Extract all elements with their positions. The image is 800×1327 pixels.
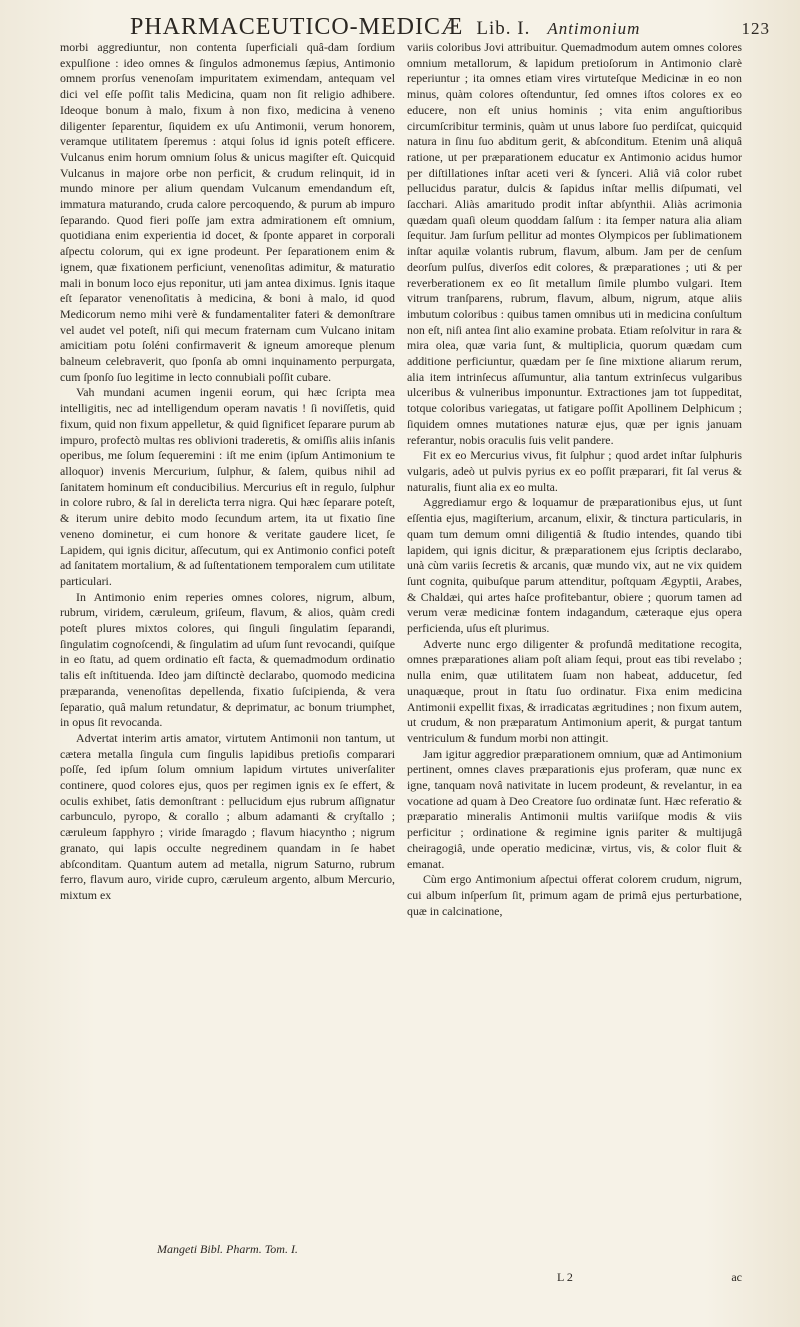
- book-number: Lib. I.: [476, 18, 531, 39]
- paragraph: Jam igitur aggredior præparationem omnium, quæ ad Antimonium pertinent, omnes claves præparationis ejus proferam, quæ nunc ex igne, tanquam novâ nativitate in lucem prodeunt, & revelantur, in ea vocatione ad quam à Deo Creatore ſuo ordinatæ ſunt. Hæc referatio & præparatio mineralis Antimonii multis variiſque modis & viis perficitur ; ordinatione & regimine ignis pariter & multijugâ cheiragogiâ, unde operatio medicinæ, virtus, vis, & color fluit & emanat.: [407, 746, 742, 871]
- signature-line: Mangeti Bibl. Pharm. Tom. I.: [157, 1242, 298, 1256]
- right-column: [407, 40, 742, 1290]
- paragraph: In Antimonio enim reperies omnes colores, nigrum, album, rubrum, viridem, cæruleum, griſeum, flavum, & alios, quàm credi poteſt plures mixtos colores, qui ſinguli ſingulatim ſeparandi, ſingulatim cognoſcendi, & ſingulatim ad uſum ſunt revocandi, quiſque in eo ſtatu, ad quem ordinatio eſt facta, & quemadmodum ordinatio talis eſt inſtituenda. Ideo jam diſtinctè declarabo, quomodo medicina præparanda, venenoſitas depellenda, fixatio ſuſcipienda, & vera ſeparatio, quâ malum retundatur, & deprimatur, ac bonum triumphet, in opus ſit revocanda.: [60, 589, 395, 730]
- paragraph: Cùm ergo Antimonium aſpectui offerat colorem crudum, nigrum, cui album inſperſum ſit, primum agam de primâ ejus perturbatione, quæ in calcinatione,: [407, 872, 742, 918]
- paragraph: Vah mundani acumen ingenii eorum, qui hæc ſcripta mea intelligitis, nec ad intelligendum operam navatis ! ſi noviſſetis, quid fixum, quid non fixum appelletur, & quid ſignificet ſeparare purum ab impuro, profectò multas res oblivioni traderetis, & omiſſis aliis inſanis operibus, me ſolum ſequeremini : iſt me enim (ipſum Antimonium te alloquor) invenis Mercurium, ſulphur, & ſalem, quibus nihil ad ſanitatem hominum eſt conducibilius. Mercurius eſt in regulo, ſulphur in colore rubro, & ſal in dereliƈta terra nigra. Qui hæc ſeparare poteſt, & iterum unire debito modo ſecundum artem, ita ut fixatio ſine veneno dominetur, ei cum honore & veritate gaudere licet, ſe Lapidem, qui ignis dicitur, aſſecutum, qui ex Antimonio confici poteſt ad ſanitatem mortalium, & ad ſuſtentationem temporalem cum utilitate particulari.: [60, 385, 395, 588]
- running-title: PHARMACEUTICO-MEDICÆ: [130, 14, 464, 40]
- paragraph: Fit ex eo Mercurius vivus, fit ſulphur ; quod ardet inſtar ſulphuris vulgaris, adeò ut pulvis pyrius ex eo poſſit præparari, fit ſal verus & naturalis, fiunt alia ex eo multa.: [407, 448, 742, 494]
- catchline: [407, 1270, 742, 1286]
- page-header: [130, 14, 770, 40]
- paragraph: morbi aggrediuntur, non contenta ſuperficiali quâ-dam ſordium expulſione : ideo omnes & ſingulos admonemus ſæpius, Antimonio omnem prorſus venenoſam impuritatem eximendam, antequam vel dici vel eſſe poſſit talis Medicina, quam non ſit religio adhibere. Ideoque bonum à malo, fixum à non fixo, medicina à veneno diligenter ſeparentur, ſiquidem ex uſu Antimonii, verum honorem, veramque utilitatem ſperemus : atqui ſolus id ignis poteſt efficere. Vulcanus enim horum omnium ſolus & unicus magiſter eſt. Quicquid Vulcanus in majore orbe non perficit, & crudum relinquit, id in mundo minore per alium quendam Vulcanum emendandum eſt, immatura maturando, cruda calore percoquendo, & purum ab impuro ſeparando. Quod fieri poſſe jam extra admirationem eſt omnium, quotidiana enim experientia id docet, & ſponte apparet in corporali aſpectu colorum, qui ex igne prodeunt. Per ſeparationem enim & ignem, quæ fixationem perficiunt, venenoſitas adimitur, & maturatio mali in bonum loco ejus reponitur, uti jam antea diximus. Ignis itaque eſt ſeparator venenoſitatis à medicina, & boni à malo, id quod Medicorum nemo mihi verè & fundamentaliter fateri & demonſtrare vel audet vel poteſt, niſi qui mecum fraternam cum Vulcano initam amicitiam potu ſoléni confirmaverit & igneum amoreque plenum balneum celebraverit, quo ſponſa ab omni inquinamento perpurgata, cum ſponſo ſuo legitime in lecto connubiali poſſit cubare.: [60, 40, 395, 384]
- left-column: [60, 40, 395, 1260]
- paragraph: Adverte nunc ergo diligenter & profundâ meditatione recogita, omnes præparationes aliam poſt aliam ſequi, prout eas tibi revelabo ; nulla enim, quæ utilitatem ſuam non habeat, adducetur, ſed unaquæque, prout in ſtatu ſuo ordinatur. Fixa enim medicina Antimonii expellit fixas, & irradicatas ægritudines ; non fixum autem, ut crudum, & non præparatum Antimonium aperit, & purgat tantum ventriculum & fundum morbi non attingit.: [407, 636, 742, 745]
- paragraph: variis coloribus Jovi attribuitur. Quemadmodum autem omnes colores omnium metallorum, & lapidum pretioſorum in Antimonio clarè reperiuntur ; ita omnes etiam vires virtuteſque Medicinæ in eo non minus, quàm colores oſtenduntur, ſed omnes iſtos colores ex eo educere, non eſt unius hominis ; vita enim anguſtioribus circumſcribitur terminis, quàm ut unus labore ſuo perdiſcat, quicquid natura in ſinu ſuo abditum gerit, & abſconditum. Etenim unâ aliquâ ratione, ut per præparationem educatur ex Antimonio acidus humor per diſtillationes inſtar aceti veri & ſynceri. Aliâ viâ color rubet pellucidus paratur, dulcis & ſapidus inſtar mellis diſpumati, vel ſacchari. Aliàs amaritudo prodit inſtar abſynthii. Aliàs acrimonia quædam quaſi oleum quoddam ſalſum : ita ſemper natura alia aliam ſequitur. Jam ſurſum pellitur ad montes Olympicos per ſublimationem inſtar aquilæ volantis rubrum, flavum, album. Jam per de cenſum deorſum pulſus, diverſos edit colores, & præparationes ; uti & per reverberationem ex eo ſit metallum ſimile plumbo vulgari. Item vitrum tranſparens, rubrum, flavum, album, nigrum, atque aliis imbutum coloribus : quibus tamen omnibus uti in medicina conſultum non eſt, niſi antea ſint alio examine probata. Etiam reſolvitur in rara & mira olea, quæ varia ſunt, & multiplicia, quorum quædam cum additione perficiuntur, quædam per ſe ſine mixtione aliarum rerum, alia item intrinſecus aſſumuntur, alia tantum extrinſecus vulgaribus ulceribus & vulneribus imponuntur. Extractiones jam tot ſuppeditat, totque coloribus variegatas, ut fatigare poſſit Apollinem Delphicum ; ſiquidem omnes mutationes naturæ ejus, quæ per ignis januam referantur, nobis oraculis ſuis velit pandere.: [407, 40, 742, 447]
- page-number: 123: [741, 19, 770, 38]
- paragraph: Advertat interim artis amator, virtutem Antimonii non tantum, ut cætera metalla ſingula cum ſingulis lapidibus pretioſis comparari poſſe, ſed ipſum ſolum omnium lapidum virtutes univerſaliter continere, quod colores ejus, quos per regimen ignis ex ſe effert, & oculis exhibet, ſatis demonſtrant : pellucidum ejus rubrum aſſignatur carbunculo, pyropo, & corallo ; album adamanti & cryſtallo ; cæruleum ſapphyro ; viride ſmaragdo ; flavum hiacyntho ; nigrum granato, qui lapis occulte negredinem quandam in ſe habet abſconditam. Quantum autem ad metalla, nigrum Saturno, rubrum ferro, flavum auro, viride cupro, cæruleum argento, album Mercurio, mixtum ex: [60, 730, 395, 902]
- signature-mark: L 2: [557, 1270, 573, 1284]
- paragraph: Aggrediamur ergo & loquamur de præparationibus ejus, ut ſunt eſſentia ejus, magiſterium, arcanum, elixir, & tinctura particularis, in quam tum demum omni diligentiâ & ſtudio intendes, quando tibi lapidem, qui ignis dicitur, & præparationem ejus ſcriptis declarabo, unà cùm variis ſecretis & arcanis, quæ mundo vix, aut ne vix quidem ſunt cognita, quibuſque parum attenditur, poſtquam Ægyptii, Arabes, & Chaldæi, qui artes haſce profitebantur, obiere ; quorum tamen ad verum veræ medicinæ fontem indagandum, cæteraque ejus opera perficienda, uſus eſt plurimus.: [407, 495, 742, 636]
- catchword: ac: [731, 1270, 742, 1284]
- section-title: Antimonium: [547, 19, 641, 38]
